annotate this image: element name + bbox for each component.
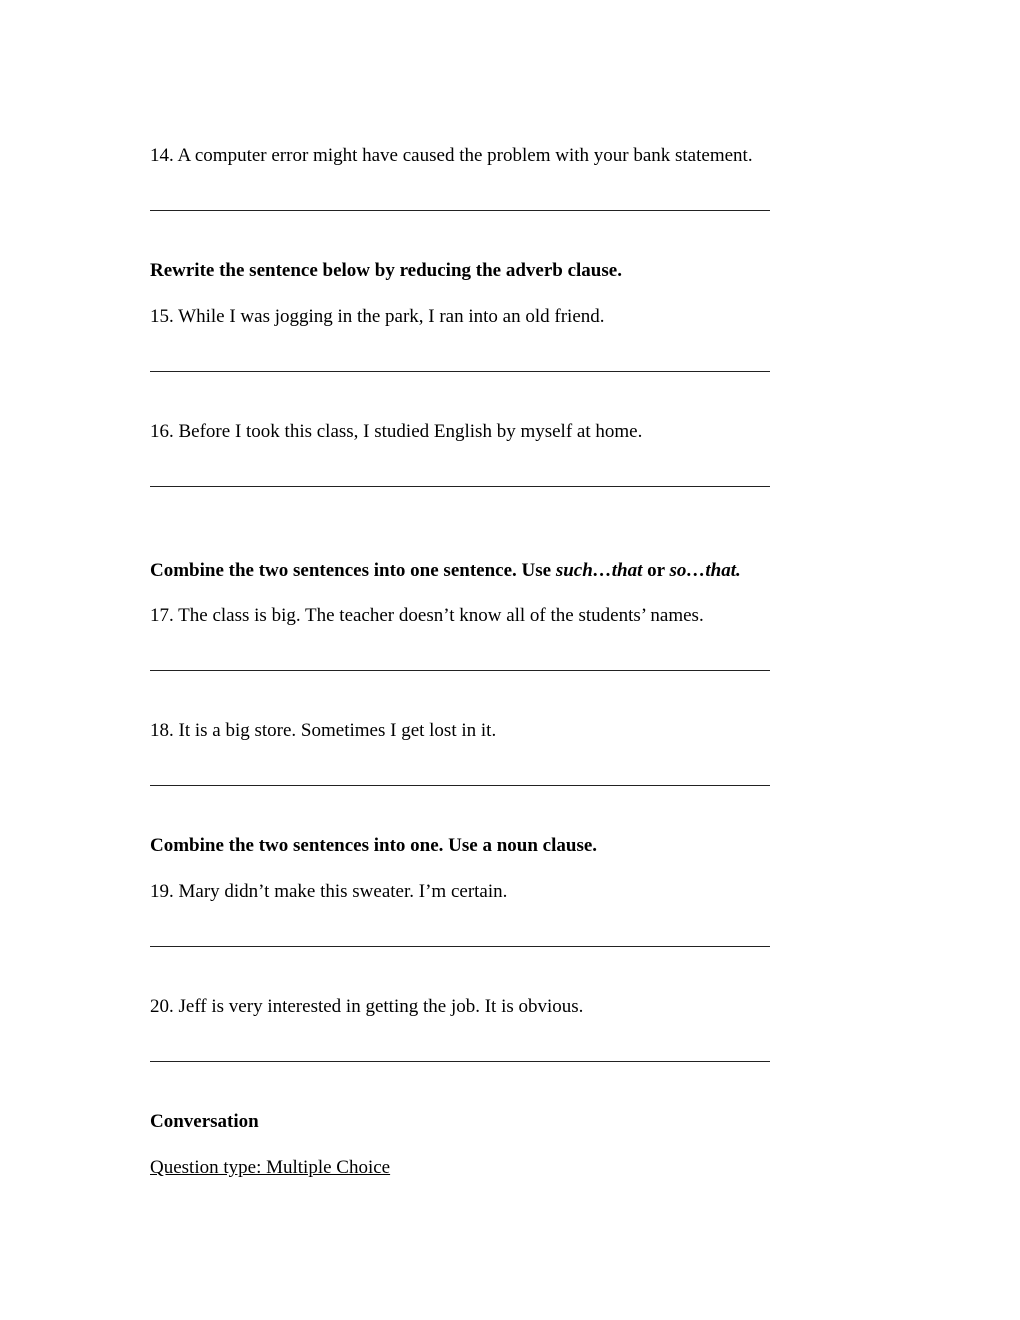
question-18 (150, 720, 496, 742)
question-14 (150, 145, 753, 167)
answer-line-20[interactable] (150, 1061, 770, 1062)
question-15 (150, 306, 605, 328)
question-text: It is a big store. Sometimes I get lost in it. (178, 720, 497, 741)
question-17 (150, 605, 704, 627)
question-text: While I was jogging in the park, I ran into an old friend. (178, 306, 605, 327)
instruction-middle: or (642, 560, 670, 581)
question-number: 17. (150, 605, 174, 626)
question-number: 16. (150, 421, 174, 442)
question-text: Before I took this class, I studied English by myself at home. (178, 421, 643, 442)
instruction-noun-clause: Combine the two sentences into one. Use a noun clause. (150, 835, 598, 856)
instruction-reduce-adverb: Rewrite the sentence below by reducing the adverb clause. (150, 260, 622, 281)
term-so-that: so…that. (669, 560, 741, 581)
question-type-label: Question type: Multiple Choice (150, 1157, 391, 1178)
answer-line-15[interactable] (150, 371, 770, 372)
section-title: Conversation (150, 1111, 259, 1132)
answer-line-17[interactable] (150, 670, 770, 671)
question-number: 14. (150, 145, 174, 166)
answer-line-14[interactable] (150, 210, 770, 211)
instruction-such-so (150, 560, 741, 582)
question-text: The class is big. The teacher doesn’t know all of the students’ names. (178, 605, 704, 626)
question-19 (150, 881, 507, 903)
question-text: Mary didn’t make this sweater. I’m certain. (178, 881, 508, 902)
question-number: 18. (150, 720, 174, 741)
question-16 (150, 421, 642, 443)
question-number: 15. (150, 306, 174, 327)
instruction-prefix: Combine the two sentences into one sentence. Use (150, 560, 556, 581)
question-20 (150, 996, 583, 1018)
question-number: 19. (150, 881, 174, 902)
answer-line-19[interactable] (150, 946, 770, 947)
answer-line-18[interactable] (150, 785, 770, 786)
answer-line-16[interactable] (150, 486, 770, 487)
question-text: Jeff is very interested in getting the job. It is obvious. (178, 996, 584, 1017)
question-number: 20. (150, 996, 174, 1017)
term-such-that: such…that (555, 560, 643, 581)
question-text: A computer error might have caused the problem with your bank statement. (177, 145, 753, 166)
